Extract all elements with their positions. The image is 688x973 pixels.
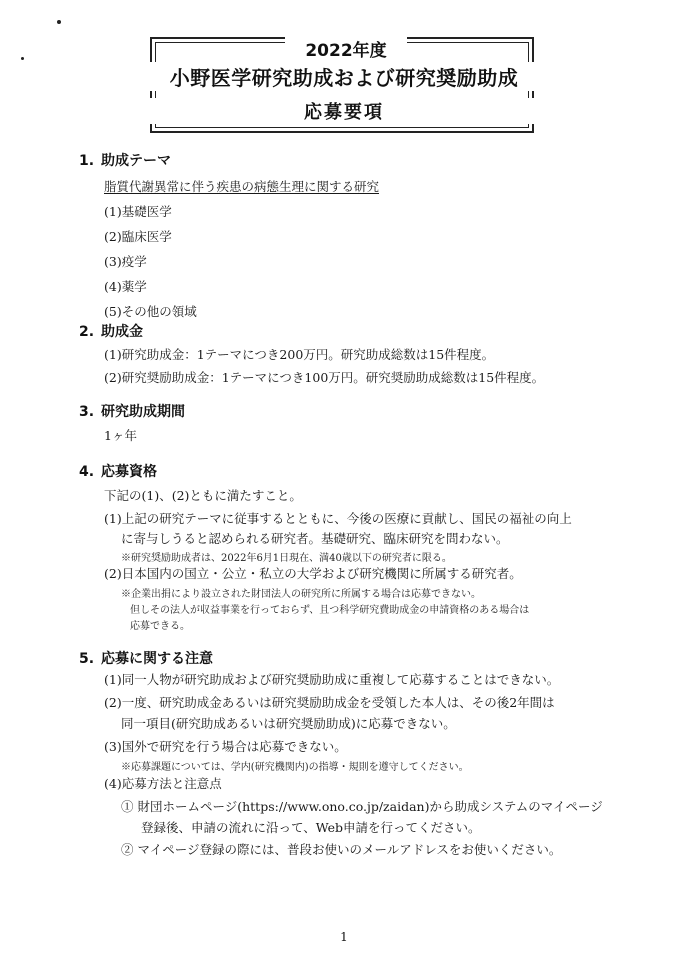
- document-year: 2022年度: [285, 36, 407, 61]
- note-continued: 応募できる。: [130, 621, 190, 632]
- list-item-continued: に寄与しうると認められる研究者。基礎研究、臨床研究を問わない。: [121, 531, 509, 546]
- list-item: (2)臨床医学: [104, 229, 172, 244]
- section-heading: [79, 401, 185, 421]
- document-title: 小野医学研究助成および研究奨励助成: [0, 62, 688, 91]
- section-title: 研究助成期間: [101, 404, 185, 420]
- scan-speck: [57, 20, 61, 24]
- list-item: (2)日本国内の国立・公立・私立の大学および研究機関に所属する研究者。: [104, 566, 522, 581]
- section-number: 2.: [79, 324, 95, 340]
- note: ※企業出捐により設立された財団法人の研究所に所属する場合は応募できない。: [121, 589, 481, 600]
- section-heading: [79, 461, 157, 481]
- list-item-continued: 同一項目(研究助成あるいは研究奨励助成)に応募できない。: [121, 716, 456, 731]
- note: ※応募課題については、学内(研究機関内)の指導・規則を遵守してください。: [121, 762, 469, 773]
- scan-speck: [21, 57, 24, 60]
- list-item: (4)薬学: [104, 279, 147, 294]
- section-number: 3.: [79, 404, 95, 420]
- list-item: (5)その他の領域: [104, 304, 197, 319]
- list-item: (1)同一人物が研究助成および研究奨励助成に重複して応募することはできない。: [104, 672, 560, 687]
- list-item: (1)研究助成金：1テーマにつき200万円。研究助成総数は15件程度。: [104, 347, 495, 362]
- section-heading: [79, 321, 143, 341]
- section-title: 応募に関する注意: [101, 651, 213, 667]
- period-value: 1ヶ年: [104, 428, 137, 443]
- theme-topic: 脂質代謝異常に伴う疾患の病態生理に関する研究: [104, 179, 380, 194]
- section-title: 応募資格: [101, 464, 157, 480]
- section-title: 助成金: [101, 324, 143, 340]
- section-number: 1.: [79, 153, 95, 169]
- list-item-continued: 登録後、申請の流れに沿って、Web申請を行ってください。: [141, 820, 481, 835]
- list-item: (2)一度、研究助成金あるいは研究奨励助成金を受領した本人は、その後2年間は: [104, 695, 555, 710]
- list-item: ② マイページ登録の際には、普段お使いのメールアドレスをお使いください。: [121, 842, 562, 857]
- section-title: 助成テーマ: [101, 153, 171, 169]
- document-subtitle: 応募要項: [0, 98, 688, 124]
- list-item: (3)疫学: [104, 254, 147, 269]
- section-heading: [79, 648, 213, 668]
- list-item: (3)国外で研究を行う場合は応募できない。: [104, 739, 347, 754]
- note: ※研究奨励助成者は、2022年6月1日現在、満40歳以下の研究者に限る。: [121, 553, 452, 564]
- list-item: (4)応募方法と注意点: [104, 776, 222, 791]
- list-item: (2)研究奨励助成金：1テーマにつき100万円。研究奨励助成総数は15件程度。: [104, 370, 545, 385]
- section-heading: [79, 150, 171, 170]
- page-number: 1: [340, 930, 348, 944]
- list-item: (1)基礎医学: [104, 204, 172, 219]
- section-number: 5.: [79, 651, 95, 667]
- section-number: 4.: [79, 464, 95, 480]
- note-continued: 但しその法人が収益事業を行っておらず、且つ科学研究費助成金の申請資格のある場合は: [130, 605, 530, 616]
- list-item: (1)上記の研究テーマに従事するとともに、今後の医療に貢献し、国民の福祉の向上: [104, 511, 572, 526]
- paragraph: 下記の(1)、(2)ともに満たすこと。: [104, 488, 302, 503]
- list-item: ① 財団ホームページ(https://www.ono.co.jp/zaidan)から助成システムのマイページ: [121, 799, 603, 814]
